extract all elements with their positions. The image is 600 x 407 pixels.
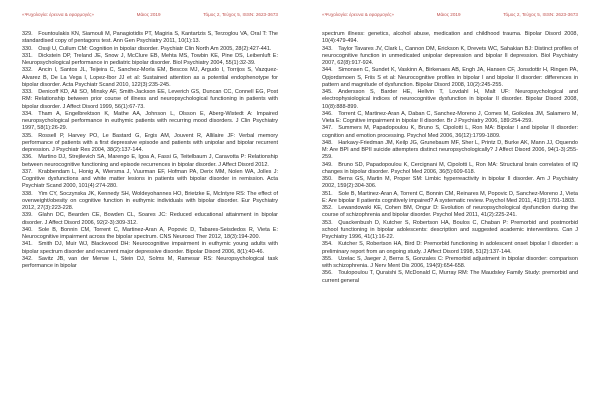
page-right (300, 0, 600, 407)
reference-item: 336. Martino DJ, Strejilevich SA, Marengo E, Igoa A, Fassi G, Teitelbaum J, Caravotta P: Relationship between neurocognitive functioning and episode recurrences in bipolar disorder. J Affect Disord 2012. (22, 154, 278, 168)
reference-item: 332. Ancin I, Santos JL, Teijeira C, Sanchez-Morla EM, Bescos MJ, Argudo I, Torrijos S, Vazquez-Alvarez B, De La Vega I, Lopez-Ibor JJ et al: Sustained attention as a potential endophenotype for bipolar disorder. Acta Psychiatr Scand 2010, 122(3):235-245. (22, 67, 278, 88)
page-header (22, 12, 278, 17)
reference-item: 341. Smith DJ, Muir WJ, Blackwood DH: Neurocognitive impairment in euthymic young adults with bipolar spectrum disorder and recurrent major depressive disorder. Bipolar Disord 2006, 8(1):40-46. (22, 241, 278, 255)
reference-item: 355. Uzelac S, Jaeger J, Berns S, Gonzales C: Premorbid adjustment in bipolar disorder: comparison with schizophrenia. J Nerv Ment Dis 2006, 194(9):654-658. (322, 255, 578, 269)
issue-date: Μάιος 2019 (136, 12, 161, 17)
reference-item: 351. Sole B, Martinez-Aran A, Torrent C, Bonnin CM, Reinares M, Popovic D, Sanchez-Moreno J, Vieta E: Are bipolar II patients cognitively impaired? A systematic review. Psychol Med 2011, 41(9):1791-1803. (322, 190, 578, 204)
reference-item: 345. Andersson S, Barder HE, Hellvin T, Lovdahl H, Malt UF: Neuropsychological and electrophysiological indices of neurocognitive dysfunction in bipolar II disorder. Bipolar Disord 2008, 10(8):888-899. (322, 89, 578, 110)
reference-item: 339. Glahn DC, Bearden CE, Bowden CL, Soares JC: Reduced educational attainment in bipolar disorder. J Affect Disord 2006, 92(2-3):309-312. (22, 212, 278, 226)
reference-item: 338. Yim CY, Soczynska JK, Kennedy SH, Woldeyohannes HO, Brietzke E, McIntyre RS: The effect of overweight/obesity on cognitive function in euthymic individuals with bipolar disorder. Eur Psychiatry 2012, 27(3):223-228. (22, 190, 278, 211)
issue-date: Μάιος 2019 (436, 12, 461, 17)
reference-item: 335. Rossell P, Harvey PO, Le Bastard G, Ergis AM, Jouvent R, Allilaire JF: Verbal memory performance of patients with a first depressive episode and patients with unipolar and bipolar recurrent depression. J Psychiatr Res 2004, 38(2):137-144. (22, 132, 278, 153)
reference-list (322, 31, 578, 285)
reference-item: 342. Savitz JB, van der Merwe L, Stein DJ, Solms M, Ramesar RS: Neuropsychological task performance in bipolar (22, 255, 278, 269)
reference-item: 344. Simonsen C, Sundet K, Vaskinn A, Birkenaes AB, Engh JA, Hansen CF, Jonsdottir H, Ringen PA, Opjordsmoen S, Friis S et al: Neurocognitive profiles in bipolar I and bipolar II disorder: differences in pattern and magnitude of dysfunction. Bipolar Disord 2008, 10(2):245-255. (322, 67, 578, 88)
page-header (322, 12, 578, 17)
journal-title: «Ψυχολογία: έρευνα & εφαρμογές» (322, 12, 394, 17)
reference-item: 354. Kutcher S, Robertson HA, Bird D: Premorbid functioning in adolescent onset bipolar I disorder: a preliminary report from an ongoing study. J Affect Disord 1998, 51(2):137-144. (322, 241, 578, 255)
reference-item: 352. Lewandowski KE, Cohen BM, Ongur D: Evolution of neuropsychological dysfunction during the course of schizophrenia and bipolar disorder. Psychol Med 2011, 41(2):225-241. (322, 205, 578, 219)
reference-item: 331. Dickstein DP, Treland JE, Snow J, McClure EB, Mehta MS, Towbin KE, Pine DS, Leibenluft E: Neuropsychological performance in pediatric bipolar disorder. Biol Psychiatry 2004, 55(1):32-39. (22, 52, 278, 66)
issue-info: Τόμος 2, Τεύχος 5, ISSN: 2623-3673 (203, 12, 278, 17)
journal-title: «Ψυχολογία: έρευνα & εφαρμογές» (22, 12, 94, 17)
reference-item: 333. Denicoff KD, Ali SO, Minsky AF, Smith-Jackson EE, Leverich GS, Duncan CC, Connell EG, Post RM: Relationship between prior course of illness and neuropsychological functioning in patients with bipolar disorder. J Affect Disord 1999, 56(1):67-73. (22, 89, 278, 110)
reference-item: 348. Harkavy-Friedman JM, Keilp JG, Grunebaum MF, Sher L, Printz D, Burke AK, Mann JJ, Oquendo M: Are BPI and BPII suicide attempters distinct neuropsychologically? J Affect Disord 2006, 94(1-3):255-259. (322, 139, 578, 161)
reference-item: 337. Krabbendam L, Honig A, Wiersma J, Vuurman EF, Hofman PA, Derix MM, Nolen WA, Jolles J: Cognitive dysfunctions and white matter lesions in patients with bipolar disorder in remission. Acta Psychiatr Scand 2000, 101(4):274-280. (22, 168, 278, 190)
reference-item: 334. Tham A, Engelbrektson K, Mathe AA, Johnson L, Olsson E, Aberg-Wistedt A: Impaired neuropsychological performance in euthymic patients with recurring mood disorders. J Clin Psychiatry 1997, 58(1):26-29. (22, 110, 278, 132)
reference-item: 343. Taylor Tavares JV, Clark L, Cannon DM, Erickson K, Drevets WC, Sahakian BJ: Distinct profiles of neurocognitive function in unmedicated unipolar depression and bipolar II depression. Biol Psychiatry 2007, 62(8):917-924. (322, 45, 578, 66)
reference-item: 330. Ossji U, Cullum CM: Cognition in bipolar disorder. Psychiatr Clin North Am 2005, 28(2):427-441. (22, 45, 272, 52)
reference-item: 350. Berns GS, Martin M, Proper SM: Limbic hyperreactivity in bipolar II disorder. Am J Psychiatry 2002, 159(2):304-306. (322, 176, 578, 190)
reference-item: 356. Toulopoulou T, Quraishi S, McDonald C, Murray RM: The Maudsley Family Study: premorbid and current general (322, 270, 578, 284)
reference-item: 353. Quackenbush D, Kutcher S, Robertson HA, Boulos C, Chaban P: Premorbid and postmorbid school functioning in bipolar adolescents: description and suggested academic interventions. Can J Psychiatry 1996, 41(1):16-22. (322, 219, 578, 240)
reference-item: 329. Fountoulakis KN, Siamouli M, Panagiotidis PT, Magiria S, Kantartzis S, Terzoglou VA, Oral T: The standardised copy of pentagons test. Ann Gen Psychiatry 2011, 10(1):13. (22, 31, 278, 45)
reference-item: 340. Sole B, Bonnin CM, Torrent C, Martinez-Aran A, Popovic D, Tabares-Seisdedos R, Vieta E: Neurocognitive impairment across the bipolar spectrum. CNS Neurosci Ther 2012, 18(3):194-200. (22, 226, 278, 240)
reference-item: 349. Bruno SD, Papadopoulou K, Cercignani M, Cipolotti L, Ron MA: Structural brain correlates of IQ changes in bipolar disorder. Psychol Med 2006, 36(5):609-618. (322, 161, 578, 175)
issue-info: Τόμος 2, Τεύχος 5, ISSN: 2623-3673 (503, 12, 578, 17)
reference-item: spectrum illness: genetics, alcohol abuse, medication and childhood trauma. Bipolar Disord 2008, 10(4):479-494. (322, 31, 578, 45)
reference-item: 346. Torrent C, Martinez-Aran A, Daban C, Sanchez-Moreno J, Comes M, Goikolea JM, Salamero M, Vieta E: Cognitive impairment in bipolar II disorder. Br J Psychiatry 2006, 189:254-259. (322, 110, 578, 124)
reference-list (22, 31, 278, 270)
reference-item: 347. Summers M, Papadopoulou K, Bruno S, Cipolotti L, Ron MA: Bipolar I and bipolar II disorder: cognition and emotion processing. Psychol Med 2006, 36(12):1799-1809. (322, 125, 578, 139)
